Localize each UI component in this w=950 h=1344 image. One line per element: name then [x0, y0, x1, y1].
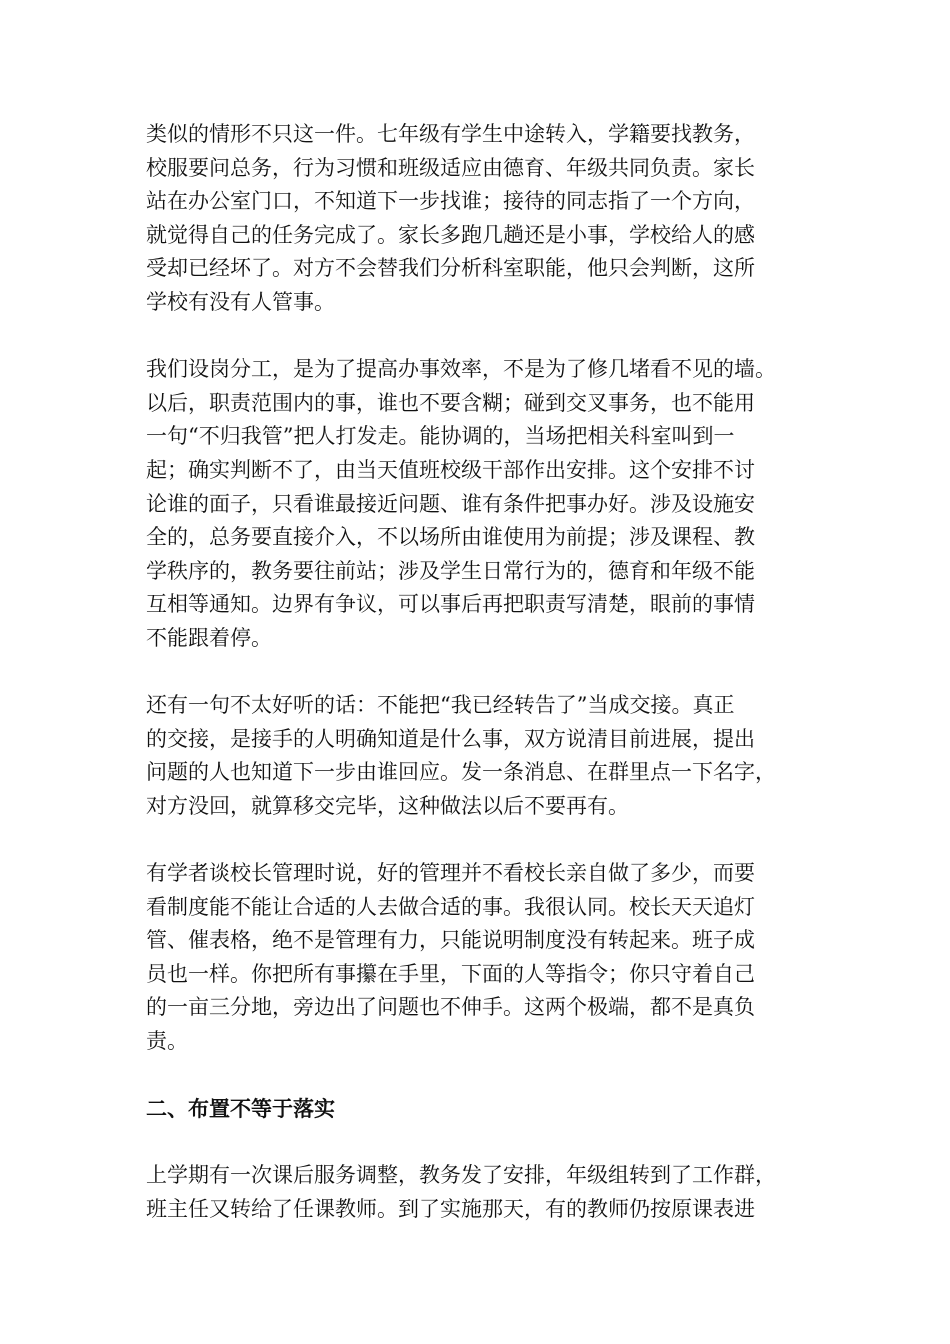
paragraph-3: 还有一句不太好听的话：不能把“我已经转告了”当成交接。真正 的交接，是接手的人明确知道是什么事，双方说清目前进展，提出 问题的人也知道下一步由谁回应。发一条消息、在群里点一下名字， 对方没回，就算移交完毕，这种做法以后不要再有。 — [146, 693, 776, 818]
paragraph-2: 我们设岗分工，是为了提高办事效率，不是为了修几堵看不见的墙。 以后，职责范围内的事，谁也不要含糊；碰到交叉事务，也不能用 一句“不归我管”把人打发走。能协调的，当场把相关科室叫到一 起；确实判断不了，由当天值班校级干部作出安排。这个安排不讨 论谁的面子，只看谁最接近问题、谁有条件把事办好。涉及设施安 全的，总务要直接介入，不以场所由谁使用为前提；涉及课程、教 学秩序的，教务要往前站；涉及学生日常行为的，德育和年级不能 互相等通知。边界有争议，可以事后再把职责写清楚，眼前的事情 不能跟着停。 — [146, 357, 776, 650]
document-body — [146, 118, 806, 1260]
paragraph-5: 上学期有一次课后服务调整，教务发了安排，年级组转到了工作群， 班主任又转给了任课教师。到了实施那天，有的教师仍按原课表进 — [146, 1163, 776, 1221]
paragraph-1: 类似的情形不只这一件。七年级有学生中途转入，学籍要找教务， 校服要问总务，行为习惯和班级适应由德育、年级共同负责。家长 站在办公室门口，不知道下一步找谁；接待的同志指了一个方向， 就觉得自己的任务完成了。家长多跑几趟还是小事，学校给人的感 受却已经坏了。对方不会替我们分析科室职能，他只会判断，这所 学校有没有人管事。 — [146, 122, 755, 314]
paragraph-4: 有学者谈校长管理时说，好的管理并不看校长亲自做了多少，而要 看制度能不能让合适的人去做合适的事。我很认同。校长天天追灯 管、催表格，绝不是管理有力，只能说明制度没有转起来。班子成 员也一样。你把所有事攥在手里，下面的人等指令；你只守着自己 的一亩三分地，旁边出了问题也不伸手。这两个极端，都不是真负 责。 — [146, 861, 755, 1054]
section-heading: 二、布置不等于落实 — [146, 1096, 335, 1122]
